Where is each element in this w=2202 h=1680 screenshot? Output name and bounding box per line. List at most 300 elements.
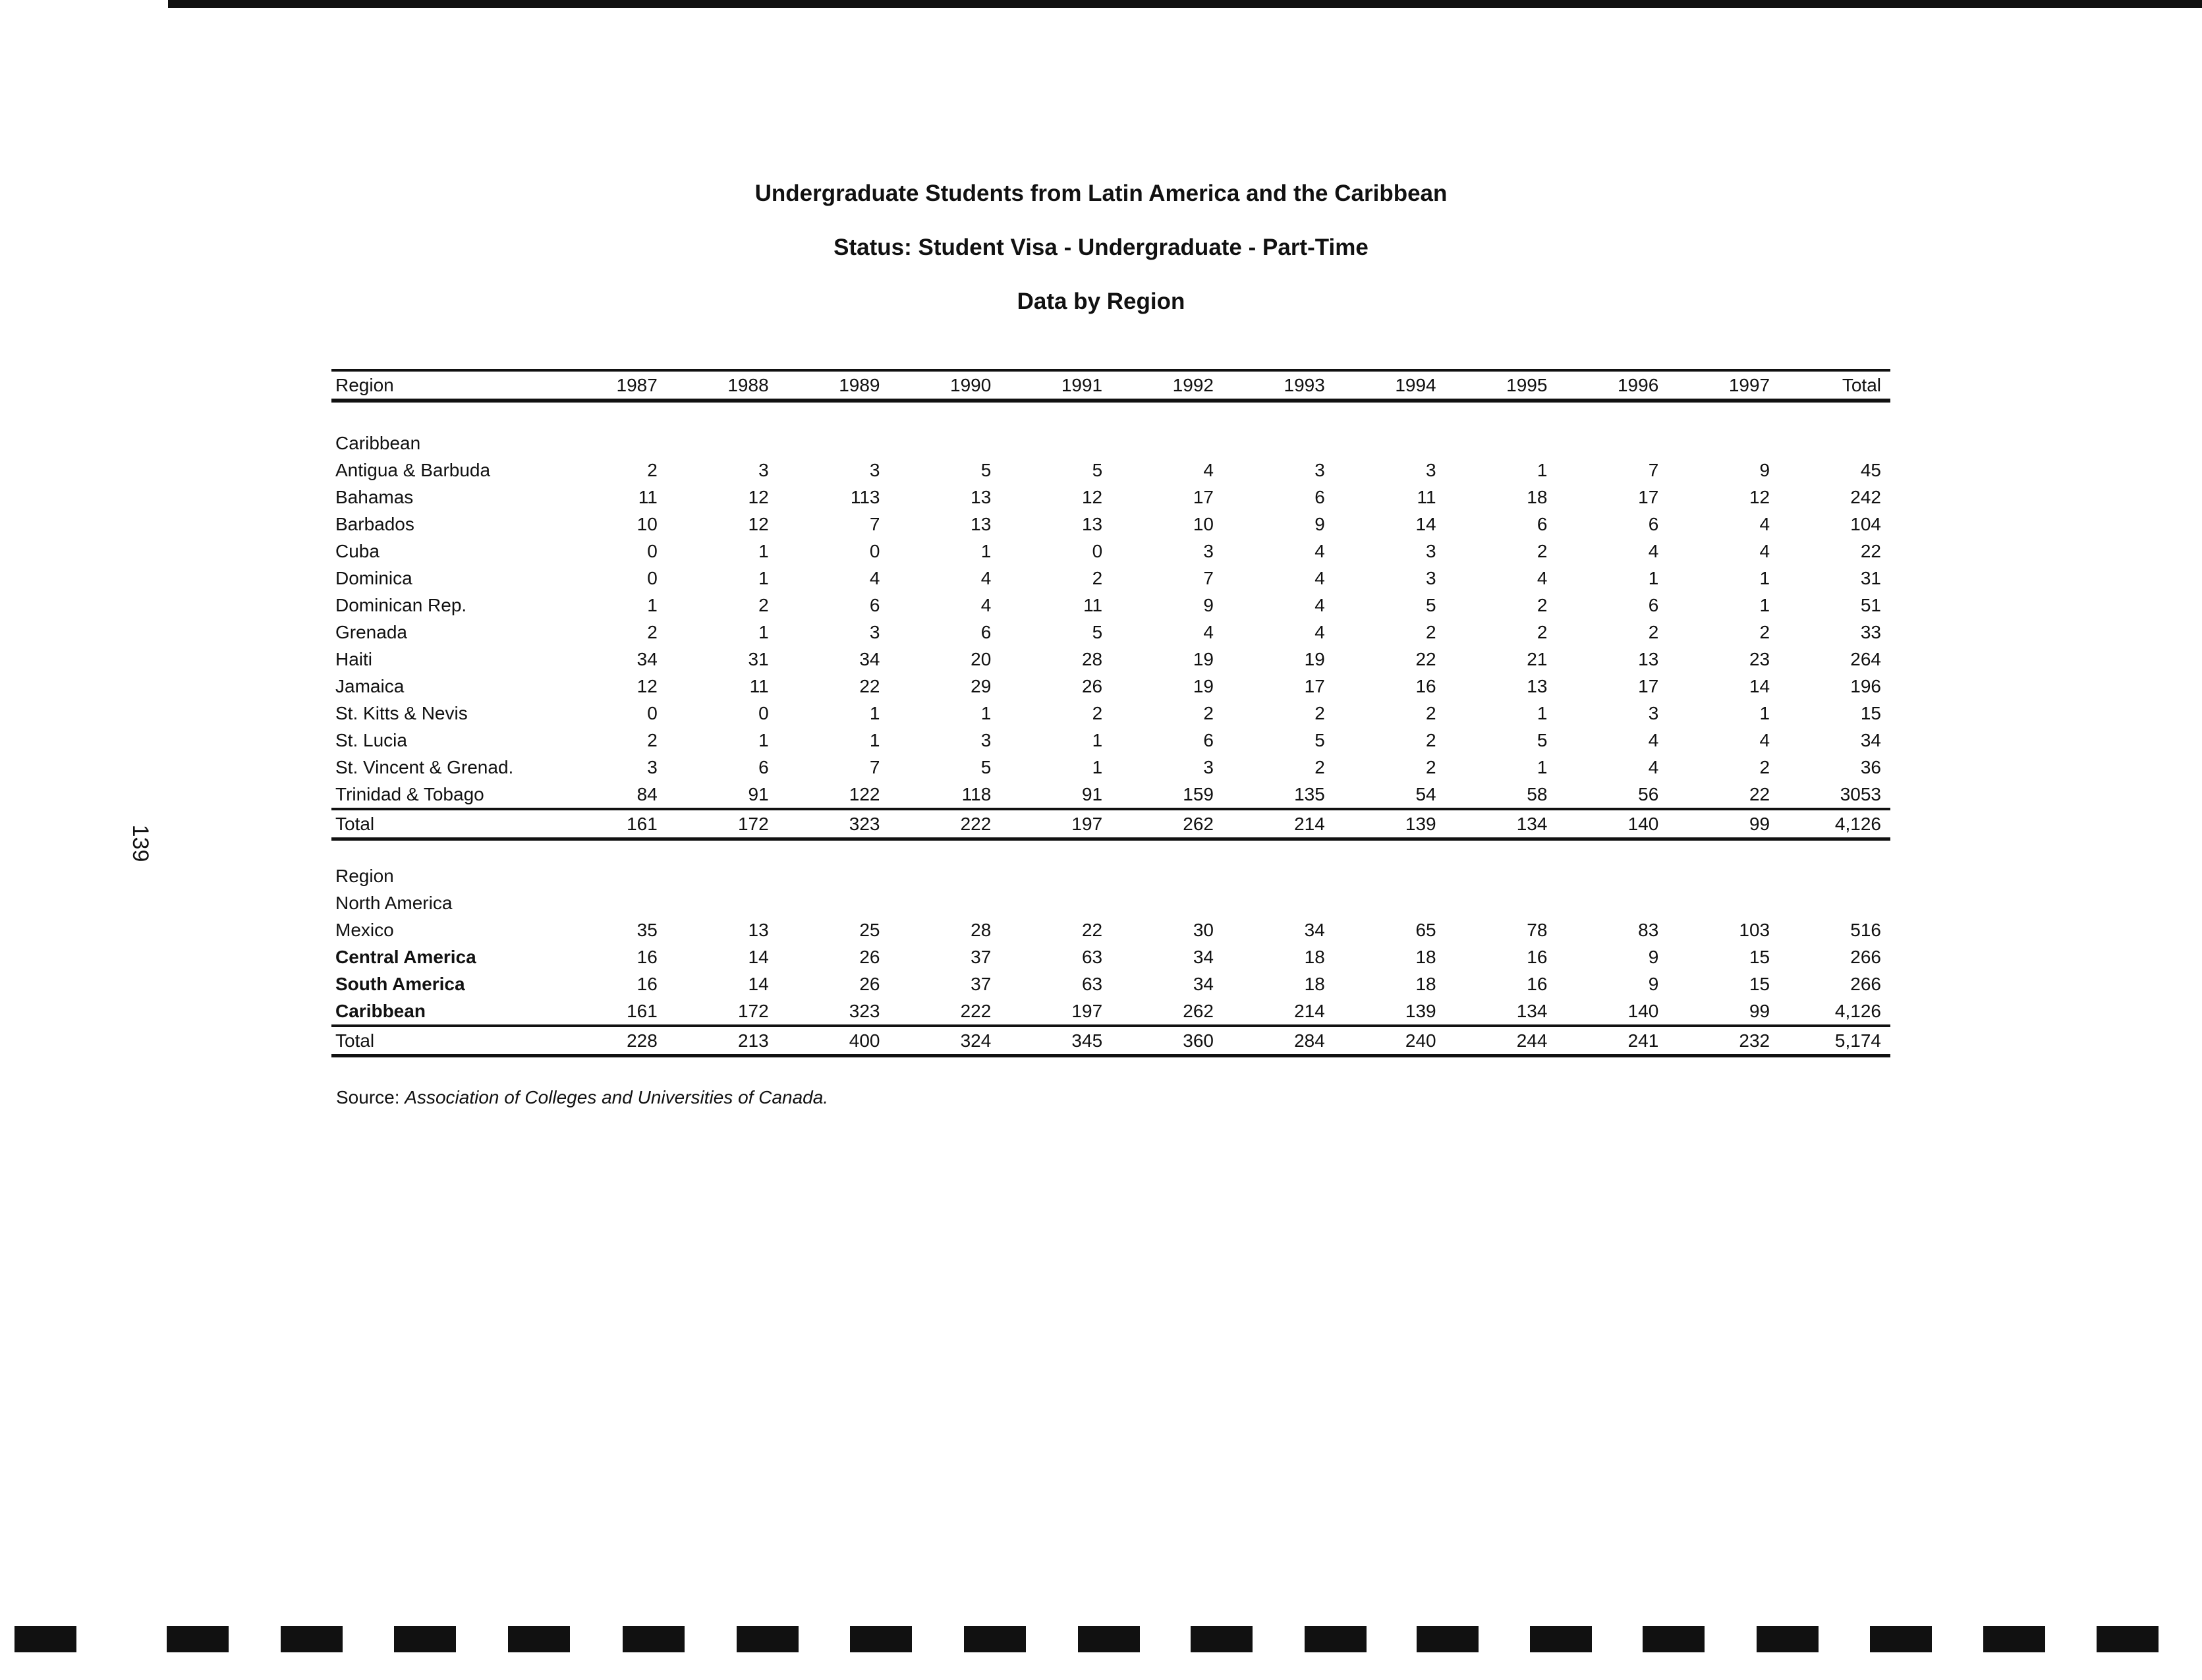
table-row xyxy=(331,916,1890,943)
table-cell: 360 xyxy=(1112,1026,1223,1056)
table-cell: 15 xyxy=(1860,703,1881,723)
table-cell: 37 xyxy=(971,947,992,967)
table-cell: 5 xyxy=(1092,622,1103,642)
table-cell: 34 xyxy=(859,649,880,669)
table-cell: 18 xyxy=(1304,974,1325,994)
table-cell: 139 xyxy=(1334,809,1446,839)
table-row xyxy=(331,565,1890,592)
table-cell: 4 xyxy=(1203,622,1214,642)
table-cell: 1 xyxy=(758,622,769,642)
table-cell: 12 xyxy=(1081,487,1103,507)
table-cell: 213 xyxy=(667,1026,778,1056)
table-cell: 14 xyxy=(748,947,769,967)
table-cell: 222 xyxy=(889,809,1000,839)
table-cell: 23 xyxy=(1749,649,1770,669)
table-cell: 266 xyxy=(1850,974,1881,994)
table-cell: 134 xyxy=(1446,809,1557,839)
table-row xyxy=(331,619,1890,646)
table-cell: 172 xyxy=(737,1001,769,1021)
table-cell: 56 xyxy=(1638,784,1659,804)
section-north-america xyxy=(331,889,1890,916)
table-cell: 4 xyxy=(1759,514,1770,534)
table-cell: 1 xyxy=(758,541,769,561)
table-cell: 161 xyxy=(555,809,667,839)
table-cell: 262 xyxy=(1183,1001,1214,1021)
caribbean-table xyxy=(331,369,1890,841)
table-row xyxy=(331,592,1890,619)
table-cell: 35 xyxy=(636,920,658,940)
table-cell: 232 xyxy=(1668,1026,1779,1056)
row-label: South America xyxy=(335,974,465,994)
table-cell: 6 xyxy=(869,595,880,615)
table-cell: 13 xyxy=(1638,649,1659,669)
table-cell: 323 xyxy=(778,809,889,839)
table-cell: 1 xyxy=(1092,757,1103,777)
table-cell: 159 xyxy=(1183,784,1214,804)
section-region-label: Region xyxy=(335,866,394,886)
table-cell: 15 xyxy=(1749,947,1770,967)
table-cell: 7 xyxy=(869,757,880,777)
source-note xyxy=(336,1084,828,1111)
table-cell: 10 xyxy=(636,514,658,534)
table-cell: 14 xyxy=(1749,676,1770,696)
table-cell: 22 xyxy=(1749,784,1770,804)
table-cell: 4 xyxy=(869,568,880,588)
table-row xyxy=(331,727,1890,754)
table-cell: 4 xyxy=(1314,622,1325,642)
table-cell: 22 xyxy=(1860,541,1881,561)
table-cell: 2 xyxy=(647,622,658,642)
row-label: St. Lucia xyxy=(335,730,407,750)
table-cell: 228 xyxy=(555,1026,667,1056)
table-cell: 14 xyxy=(1415,514,1436,534)
table-cell: 31 xyxy=(1860,568,1881,588)
table-row xyxy=(331,700,1890,727)
section-north-america-label: North America xyxy=(335,893,453,913)
table-cell: 1 xyxy=(758,568,769,588)
table-cell: 12 xyxy=(1749,487,1770,507)
table-cell: 5 xyxy=(1092,460,1103,480)
table-cell: 2 xyxy=(1426,730,1436,750)
table-cell: 1 xyxy=(758,730,769,750)
table-cell: 1992 xyxy=(1112,370,1223,401)
table-cell: 54 xyxy=(1415,784,1436,804)
table-cell: 244 xyxy=(1446,1026,1557,1056)
table-cell: 3 xyxy=(1648,703,1659,723)
table-cell: 1 xyxy=(980,703,992,723)
table-cell: 2 xyxy=(1759,757,1770,777)
page-number: 139 xyxy=(128,824,153,862)
table-cell: 22 xyxy=(1081,920,1103,940)
table-cell: 19 xyxy=(1304,649,1325,669)
table-cell: 84 xyxy=(636,784,658,804)
table-cell: 83 xyxy=(1638,920,1659,940)
table-cell: 34 xyxy=(1304,920,1325,940)
table-cell: 2 xyxy=(647,460,658,480)
table-cell: 16 xyxy=(1527,947,1548,967)
table-cell: 18 xyxy=(1415,947,1436,967)
table-cell: 1 xyxy=(869,703,880,723)
table-cell: 1991 xyxy=(1000,370,1112,401)
row-label: Bahamas xyxy=(335,487,414,507)
table-cell: 1995 xyxy=(1446,370,1557,401)
table-cell: 11 xyxy=(749,676,769,696)
table-cell: 63 xyxy=(1081,974,1103,994)
table-cell: 16 xyxy=(1415,676,1436,696)
table-row xyxy=(331,484,1890,511)
table-cell: 4 xyxy=(1759,541,1770,561)
table-cell: 4 xyxy=(1203,460,1214,480)
table-cell: 9 xyxy=(1759,460,1770,480)
table-cell: 2 xyxy=(1314,703,1325,723)
section-caribbean-label: Caribbean xyxy=(335,433,421,453)
table-cell: 12 xyxy=(748,487,769,507)
table-cell: 241 xyxy=(1556,1026,1668,1056)
table-cell: 0 xyxy=(647,568,658,588)
table-cell: 0 xyxy=(869,541,880,561)
table-cell: 5 xyxy=(980,460,992,480)
table-cell: 34 xyxy=(1193,974,1214,994)
table-row xyxy=(331,754,1890,781)
table-cell: 13 xyxy=(971,514,992,534)
table-cell: 4 xyxy=(1314,568,1325,588)
table-cell: 104 xyxy=(1850,514,1881,534)
table-cell: 197 xyxy=(1000,809,1112,839)
table-cell: 5 xyxy=(1314,730,1325,750)
table-cell: 6 xyxy=(758,757,769,777)
table-cell: 2 xyxy=(758,595,769,615)
registration-mark xyxy=(623,1626,685,1652)
table-cell: 29 xyxy=(971,676,992,696)
page-title: Undergraduate Students from Latin America and the Caribbean xyxy=(754,181,1448,206)
table-cell: 10 xyxy=(1193,514,1214,534)
table-cell: 3 xyxy=(1203,541,1214,561)
table-row xyxy=(331,970,1890,997)
table-cell: 26 xyxy=(859,974,880,994)
table-cell: 63 xyxy=(1081,947,1103,967)
table-cell: 1 xyxy=(1648,568,1659,588)
table-row xyxy=(331,781,1890,809)
table-cell: 99 xyxy=(1749,1001,1770,1021)
table-cell: 0 xyxy=(758,703,769,723)
table-cell: 1989 xyxy=(778,370,889,401)
table-cell: 34 xyxy=(1860,730,1881,750)
table-cell: 5 xyxy=(1537,730,1548,750)
table-cell: 3 xyxy=(647,757,658,777)
table-cell: 9 xyxy=(1648,947,1659,967)
table-cell: 6 xyxy=(1648,595,1659,615)
table-row xyxy=(331,673,1890,700)
table-cell: 0 xyxy=(1092,541,1103,561)
table-cell: 264 xyxy=(1850,649,1881,669)
table-cell: 140 xyxy=(1627,1001,1659,1021)
table-cell: 323 xyxy=(849,1001,880,1021)
table-cell: 2 xyxy=(1537,595,1548,615)
total-row xyxy=(331,1026,1890,1056)
table-cell: 22 xyxy=(1415,649,1436,669)
regions-table xyxy=(331,862,1890,1057)
registration-mark xyxy=(850,1626,912,1652)
row-label: St. Kitts & Nevis xyxy=(335,703,468,723)
table-cell: 13 xyxy=(1081,514,1103,534)
table-cell: 1 xyxy=(1759,703,1770,723)
registration-mark xyxy=(737,1626,799,1652)
registration-mark xyxy=(508,1626,570,1652)
table-cell: 5 xyxy=(980,757,992,777)
table-cell: 0 xyxy=(647,541,658,561)
row-label: Haiti xyxy=(335,649,373,669)
status-line: Status: Student Visa - Undergraduate - Part-Time xyxy=(833,235,1369,260)
table-cell: 1 xyxy=(1537,460,1548,480)
spacer-cell xyxy=(331,401,1890,430)
table-cell: 25 xyxy=(859,920,880,940)
table-cell: 118 xyxy=(961,784,992,804)
table-cell: 12 xyxy=(748,514,769,534)
table-cell: 345 xyxy=(1000,1026,1112,1056)
table-cell: 19 xyxy=(1193,649,1214,669)
table-row xyxy=(331,511,1890,538)
table-cell: 214 xyxy=(1294,1001,1325,1021)
table-cell: 16 xyxy=(636,947,658,967)
table-cell: 2 xyxy=(1426,622,1436,642)
table-cell: 99 xyxy=(1668,809,1779,839)
row-label: Cuba xyxy=(335,541,380,561)
table-cell: 1 xyxy=(869,730,880,750)
table-cell: 196 xyxy=(1850,676,1881,696)
table-cell: 6 xyxy=(980,622,992,642)
table-cell: 140 xyxy=(1556,809,1668,839)
table-cell: 2 xyxy=(647,730,658,750)
table-cell: 1993 xyxy=(1223,370,1334,401)
table-cell: 51 xyxy=(1860,595,1881,615)
table-cell: 1994 xyxy=(1334,370,1446,401)
table-cell: 3 xyxy=(1426,568,1436,588)
table-cell: 240 xyxy=(1334,1026,1446,1056)
table-cell: 17 xyxy=(1304,676,1325,696)
table-cell: 242 xyxy=(1850,487,1881,507)
table-cell: 172 xyxy=(667,809,778,839)
table-cell: 2 xyxy=(1426,757,1436,777)
total-row xyxy=(331,809,1890,839)
table-cell: 3053 xyxy=(1840,784,1881,804)
table-cell: 3 xyxy=(869,460,880,480)
registration-mark xyxy=(394,1626,456,1652)
table-cell: 22 xyxy=(859,676,880,696)
table-cell: 3 xyxy=(1203,757,1214,777)
row-label: Caribbean xyxy=(335,1001,426,1021)
row-label: Mexico xyxy=(335,920,394,940)
table-cell: 34 xyxy=(1193,947,1214,967)
table-cell: 1997 xyxy=(1668,370,1779,401)
table-cell: 103 xyxy=(1739,920,1770,940)
registration-mark xyxy=(14,1626,76,1652)
source-text: Association of Colleges and Universities of Canada. xyxy=(405,1087,829,1107)
table-cell: 4 xyxy=(980,568,992,588)
row-label: Grenada xyxy=(335,622,407,642)
table-cell: 3 xyxy=(758,460,769,480)
table-cell: 3 xyxy=(1426,460,1436,480)
table-row xyxy=(331,646,1890,673)
table-cell: 3 xyxy=(980,730,992,750)
table-cell: 1 xyxy=(980,541,992,561)
registration-mark xyxy=(1191,1626,1253,1652)
row-label: Jamaica xyxy=(335,676,405,696)
table-cell: 4 xyxy=(1648,541,1659,561)
registration-mark xyxy=(964,1626,1026,1652)
table-cell: 324 xyxy=(889,1026,1000,1056)
table-cell: 2 xyxy=(1092,703,1103,723)
registration-mark xyxy=(1757,1626,1819,1652)
row-label: Barbados xyxy=(335,514,414,534)
table-cell: 65 xyxy=(1415,920,1436,940)
table-cell: 6 xyxy=(1537,514,1548,534)
table-cell: 1988 xyxy=(667,370,778,401)
registration-mark xyxy=(281,1626,343,1652)
table-cell: 3 xyxy=(1314,460,1325,480)
table-cell: 3 xyxy=(869,622,880,642)
table-cell: 2 xyxy=(1314,757,1325,777)
row-label: Dominica xyxy=(335,568,412,588)
table-cell: 2 xyxy=(1426,703,1436,723)
table-cell: 2 xyxy=(1203,703,1214,723)
table-cell: 11 xyxy=(638,487,658,507)
table-cell: 12 xyxy=(636,676,658,696)
table-cell: 6 xyxy=(1314,487,1325,507)
table-cell: 7 xyxy=(1648,460,1659,480)
table-cell: 28 xyxy=(1081,649,1103,669)
table-cell: 214 xyxy=(1223,809,1334,839)
table-cell: 1 xyxy=(1537,757,1548,777)
registration-mark xyxy=(1643,1626,1705,1652)
registration-mark xyxy=(167,1626,229,1652)
table-cell: 18 xyxy=(1527,487,1548,507)
table-cell: 1 xyxy=(1092,730,1103,750)
table-cell: 28 xyxy=(971,920,992,940)
table-cell: 400 xyxy=(778,1026,889,1056)
table-cell: 15 xyxy=(1749,974,1770,994)
table-cell: 4 xyxy=(980,595,992,615)
row-label: Region xyxy=(331,370,555,401)
table-cell: 139 xyxy=(1405,1001,1436,1021)
row-label: Total xyxy=(331,809,555,839)
table-cell: 16 xyxy=(636,974,658,994)
section-region xyxy=(331,862,1890,889)
row-label: Dominican Rep. xyxy=(335,595,467,615)
table-cell: 4,126 xyxy=(1779,809,1890,839)
table-cell: 2 xyxy=(1648,622,1659,642)
source-label: Source: xyxy=(336,1087,400,1107)
table-cell: 4 xyxy=(1759,730,1770,750)
table-cell: 4 xyxy=(1648,730,1659,750)
scan-registration-marks xyxy=(0,1626,2202,1655)
table-cell: 1990 xyxy=(889,370,1000,401)
table-cell: 26 xyxy=(859,947,880,967)
registration-mark xyxy=(1870,1626,1932,1652)
registration-mark xyxy=(1417,1626,1479,1652)
row-label: Trinidad & Tobago xyxy=(335,784,484,804)
table-cell: Total xyxy=(1779,370,1890,401)
table-cell: 266 xyxy=(1850,947,1881,967)
table-cell: 19 xyxy=(1193,676,1214,696)
row-label: Central America xyxy=(335,947,476,967)
subtitle: Data by Region xyxy=(1017,289,1185,314)
table-cell: 1 xyxy=(647,595,658,615)
table-cell: 26 xyxy=(1081,676,1103,696)
table-cell: 197 xyxy=(1071,1001,1103,1021)
table-cell: 122 xyxy=(849,784,880,804)
table-cell: 21 xyxy=(1527,649,1548,669)
table-cell: 7 xyxy=(1203,568,1214,588)
table-row xyxy=(331,943,1890,970)
table-cell: 2 xyxy=(1537,541,1548,561)
table-cell: 2 xyxy=(1537,622,1548,642)
registration-mark xyxy=(1530,1626,1592,1652)
table-cell: 1996 xyxy=(1556,370,1668,401)
table-row xyxy=(331,538,1890,565)
table-cell: 20 xyxy=(971,649,992,669)
table-cell: 4,126 xyxy=(1834,1001,1881,1021)
table-row xyxy=(331,997,1890,1026)
table-cell: 16 xyxy=(1527,974,1548,994)
table-cell: 9 xyxy=(1203,595,1214,615)
table-cell: 17 xyxy=(1638,487,1659,507)
table-cell: 91 xyxy=(1081,784,1103,804)
table-cell: 4 xyxy=(1537,568,1548,588)
table-cell: 36 xyxy=(1860,757,1881,777)
table-cell: 13 xyxy=(748,920,769,940)
table-cell: 7 xyxy=(869,514,880,534)
table-cell: 134 xyxy=(1516,1001,1548,1021)
row-label: Total xyxy=(331,1026,555,1056)
table-cell: 516 xyxy=(1850,920,1881,940)
table-cell: 91 xyxy=(748,784,769,804)
table-cell: 45 xyxy=(1860,460,1881,480)
table-cell: 5,174 xyxy=(1779,1026,1890,1056)
table-cell: 18 xyxy=(1415,974,1436,994)
table-cell: 18 xyxy=(1304,947,1325,967)
table-cell: 14 xyxy=(748,974,769,994)
table-cell: 9 xyxy=(1314,514,1325,534)
table-cell: 135 xyxy=(1294,784,1325,804)
table-cell: 34 xyxy=(636,649,658,669)
table-cell: 161 xyxy=(627,1001,658,1021)
table-cell: 30 xyxy=(1193,920,1214,940)
table-cell: 5 xyxy=(1426,595,1436,615)
table-cell: 13 xyxy=(1527,676,1548,696)
registration-mark xyxy=(1078,1626,1140,1652)
table-cell: 4 xyxy=(1314,595,1325,615)
table-cell: 1 xyxy=(1759,568,1770,588)
table-cell: 2 xyxy=(1759,622,1770,642)
spacer-row xyxy=(331,401,1890,430)
table-cell: 78 xyxy=(1527,920,1548,940)
section-caribbean xyxy=(331,430,1890,457)
table-cell: 284 xyxy=(1223,1026,1334,1056)
registration-mark xyxy=(1983,1626,2045,1652)
row-label: Antigua & Barbuda xyxy=(335,460,491,480)
table-cell: 0 xyxy=(647,703,658,723)
table-cell: 17 xyxy=(1193,487,1214,507)
table-cell: 33 xyxy=(1860,622,1881,642)
table-cell: 4 xyxy=(1314,541,1325,561)
table-cell: 9 xyxy=(1648,974,1659,994)
table-cell: 113 xyxy=(850,487,880,507)
table-cell: 11 xyxy=(1417,487,1436,507)
table-cell: 6 xyxy=(1648,514,1659,534)
table-cell: 17 xyxy=(1638,676,1659,696)
table-cell: 2 xyxy=(1092,568,1103,588)
top-border-rule xyxy=(168,0,2202,8)
